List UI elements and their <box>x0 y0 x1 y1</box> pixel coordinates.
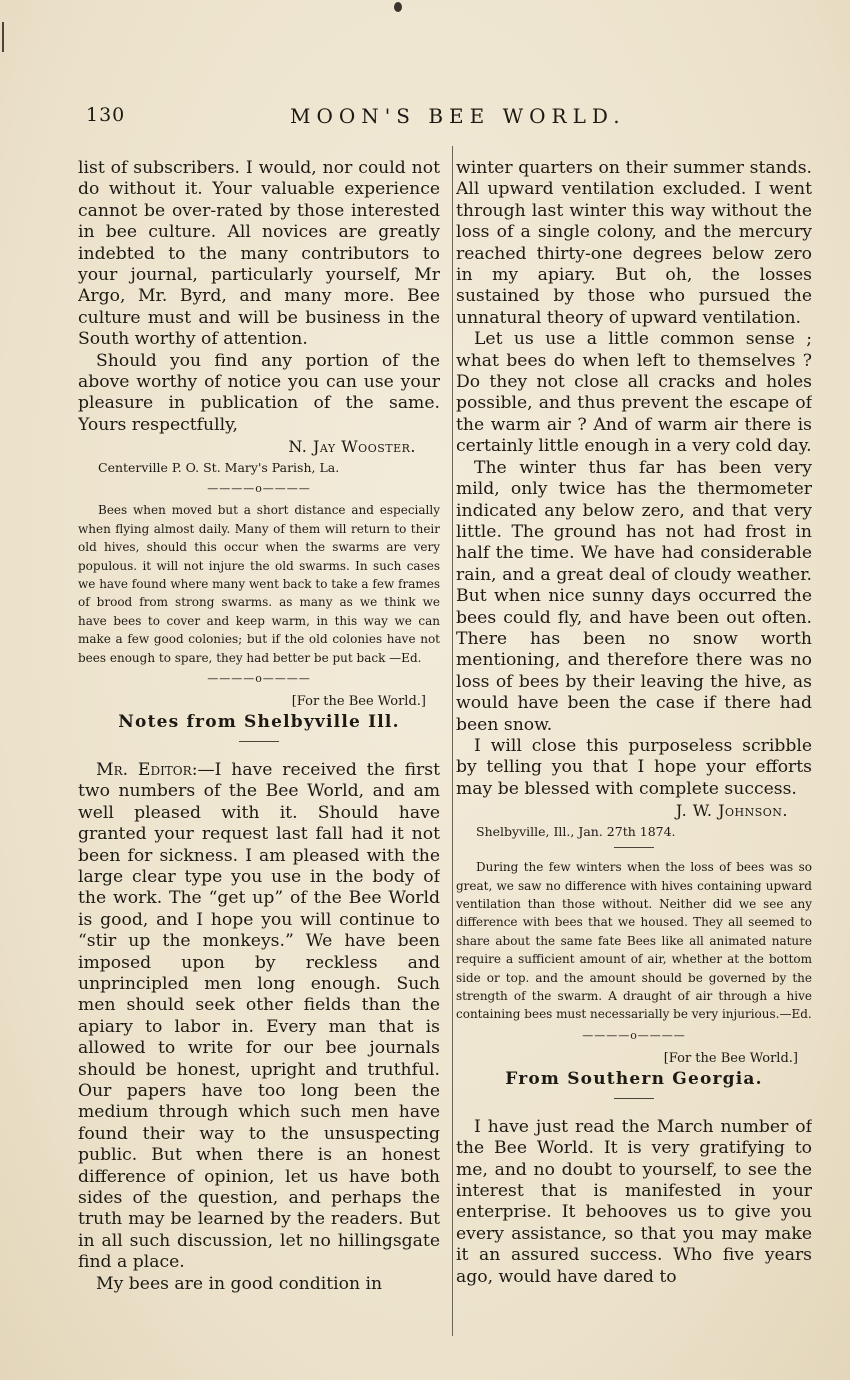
paragraph: Let us use a little common sense ; what bees do when left to themselves ? Do they not close all cracks and holes possible, and thus prevent the escape of the warm air ? And of warm air there is certainly little enough in a very cold day. <box>456 329 812 457</box>
paragraph: Should you find any portion of the above worthy of notice you can use your pleasure in publication of the same. Yours respectfully, <box>78 350 440 435</box>
paragraph <box>78 760 440 1274</box>
journal-title: MOON'S BEE WORLD. <box>290 104 626 128</box>
column-rule <box>452 146 453 1336</box>
separator: ————o———— <box>207 482 311 496</box>
ink-blot <box>394 2 402 12</box>
signature: J. W. Johnson. <box>675 801 788 821</box>
article-heading: Notes from Shelbyville Ill. <box>118 711 400 732</box>
paragraph: winter quarters on their summer stands. All upward ventilation excluded. I went through last winter this way without the loss of a single colony, and the mercury reached thirty-one degrees below zero in my apiary. But oh, the losses sustained by those who pursued the unnatural theory of upward ventilation. <box>456 158 812 328</box>
separator: ————o———— <box>582 1028 686 1042</box>
binding-mark <box>2 22 4 52</box>
paragraph: The winter thus far has been very mild, only twice has the thermometer indicated any below zero, and that very little. The ground has not had frost in half the time. We have had considerable rain, and a great deal of cloudy weather. But when nice sunny days occurred the bees could fly, and have been out often. There has been no snow worth mentioning, and therefore there was no loss of bees by their leaving the hive, as would have been the case if there had been snow. <box>456 457 812 735</box>
paragraph: I have just read the March number of the Bee World. It is very gratifying to me, and no doubt to yourself, to see the interest that is manifested in your enterprise. It behooves us to give you every assistance, so that you may make it an assured success. Who five years ago, would have dared to <box>456 1116 812 1287</box>
article-heading: From Southern Georgia. <box>505 1068 763 1089</box>
editor-note: Bees when moved but a short distance and especially when flying almost daily. Many of them will return to their old hives, should this occur when the swarms are very populous. it will not injure the old swarms. In such cases we have found where many went back to take a few frames of brood from strong swarms. as many as we think we have bees to cover and keep warm, in this way we can make a few good colonies; but if the old colonies have not bees enough to spare, they had better be put back —Ed. <box>78 503 440 665</box>
heading-rule <box>239 741 279 742</box>
divider-rule <box>614 847 654 848</box>
page-number: 130 <box>86 104 126 126</box>
left-column <box>78 158 440 1338</box>
dateline: Centerville P. O. St. Mary's Parish, La. <box>98 460 340 476</box>
separator: ————o———— <box>207 671 311 685</box>
right-column <box>456 158 812 1338</box>
signature: N. Jay Wooster. <box>288 437 416 457</box>
paragraph: I will close this purposeless scribble by telling you that I hope your efforts may be blessed with complete success. <box>456 735 812 799</box>
paragraph: list of subscribers. I would, nor could not do without it. Your valuable experience cannot be over-rated by those interested in bee culture. All novices are greatly indebted to the many contributors to your journal, particularly yourself, Mr Argo, Mr. Byrd, and many more. Bee culture must and will be business in the South worthy of attention. <box>78 158 440 350</box>
source-credit: [For the Bee World.] <box>291 693 426 709</box>
heading-rule <box>614 1098 654 1099</box>
editor-note: During the few winters when the loss of bees was so great, we saw no difference with hives containing upward ventilation than those without. Neither did we see any difference with bees that we housed. They all seemed to share about the same fate Bees like all animated nature require a sufficient amount of air, whether at the bottom side or top. and the amount should be governed by the strength of the swarm. A draught of air through a hive containing bees must necessarially be very injurious.—Ed. <box>456 860 812 1022</box>
running-header <box>78 104 813 134</box>
paragraph-body: :—I have received the first two numbers of the Bee World, and am well pleased with it. Should have granted your request last fall had it not been for sickness. I am pleased with the large clear type you use in the body of the work. The “get up” of the Bee World is good, and I hope you will continue to “stir up the monkeys.” We have been imposed upon by reckless and unprincipled men long enough. Such men should seek other fields than the apiary to labor in. Every man that is allowed to write for our bee journals should be honest, upright and truthful. Our papers have too long been the medium through which such men have found their way to the unsuspecting public. But when there is an honest difference of opinion, let us have both sides of the question, and perhaps the truth may be learned by the readers. But in all such discussion, let no hillingsgate find a place. <box>78 759 440 1273</box>
source-credit: [For the Bee World.] <box>663 1050 798 1066</box>
paragraph: My bees are in good condition in <box>96 1273 383 1294</box>
dateline: Shelbyville, Ill., Jan. 27th 1874. <box>476 824 676 840</box>
salutation: Mr. Editor <box>96 759 192 780</box>
